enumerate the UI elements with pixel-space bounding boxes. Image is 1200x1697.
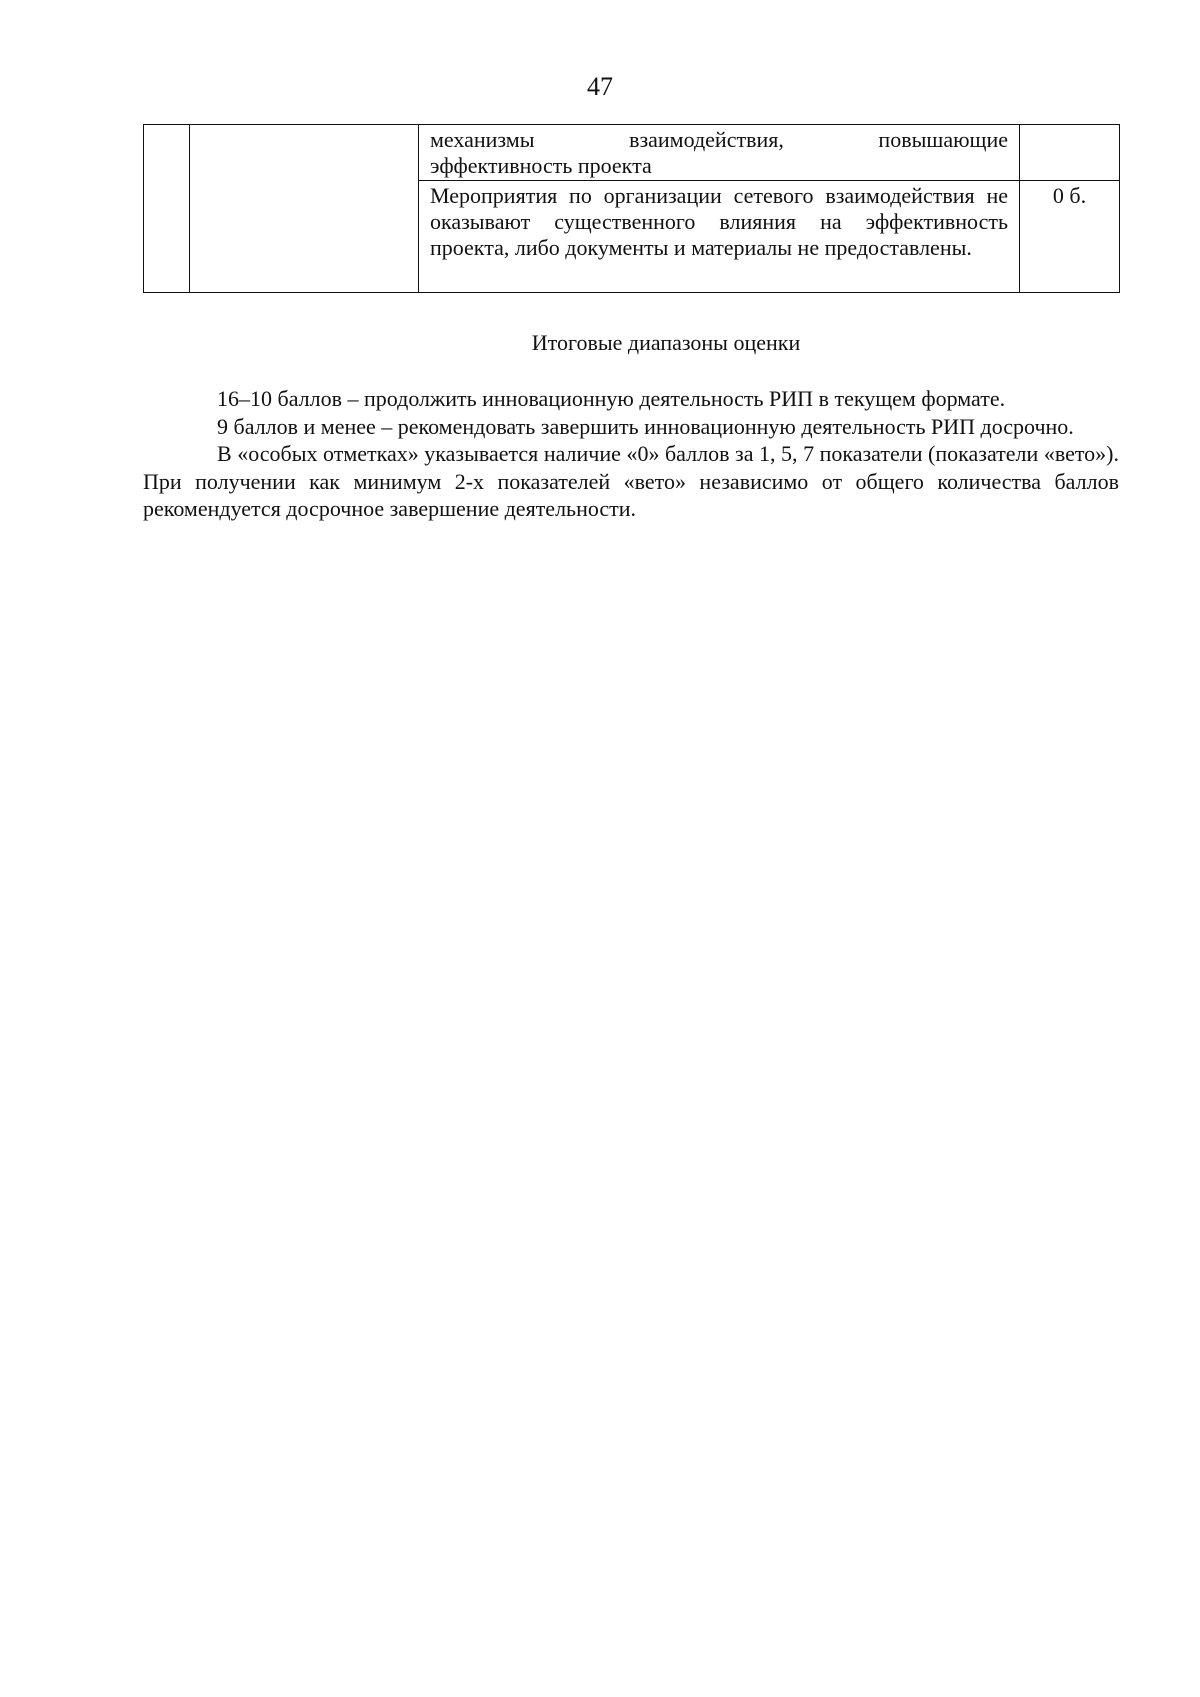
number-cell <box>144 125 190 293</box>
criteria-table <box>143 124 1120 293</box>
paragraph: 9 баллов и менее – рекомендовать завершить инновационную деятельность РИП досрочно. <box>217 413 1074 439</box>
criterion-description-line: механизмы взаимодействия, повышающие <box>430 127 1008 152</box>
paragraph: 16–10 баллов – продолжить инновационную деятельность РИП в текущем формате. <box>217 386 1006 411</box>
criterion-description-cell <box>419 125 1020 181</box>
score-cell: 0 б. <box>1020 181 1120 293</box>
criterion-description-line: эффективность проекта <box>430 153 652 178</box>
paragraph: В «особых отметках» указывается наличие «0» баллов за 1, 5, 7 показатели (показатели «вето»). При получении как минимум 2-х показателей «вето» независимо от общего количества баллов рекомендуется досрочное завершение деятельности. <box>143 441 1119 521</box>
page-number: 47 <box>587 72 613 101</box>
criterion-description-cell: Мероприятия по организации сетевого взаимодействия не оказывают существенного влияния на эффективность проекта, либо документы и материалы не предоставлены. <box>419 181 1020 293</box>
table-row <box>144 125 1120 181</box>
score-cell <box>1020 125 1120 181</box>
indicator-cell <box>190 125 419 293</box>
section-title: Итоговые диапазоны оценки <box>531 330 801 355</box>
body-text <box>143 385 1119 523</box>
